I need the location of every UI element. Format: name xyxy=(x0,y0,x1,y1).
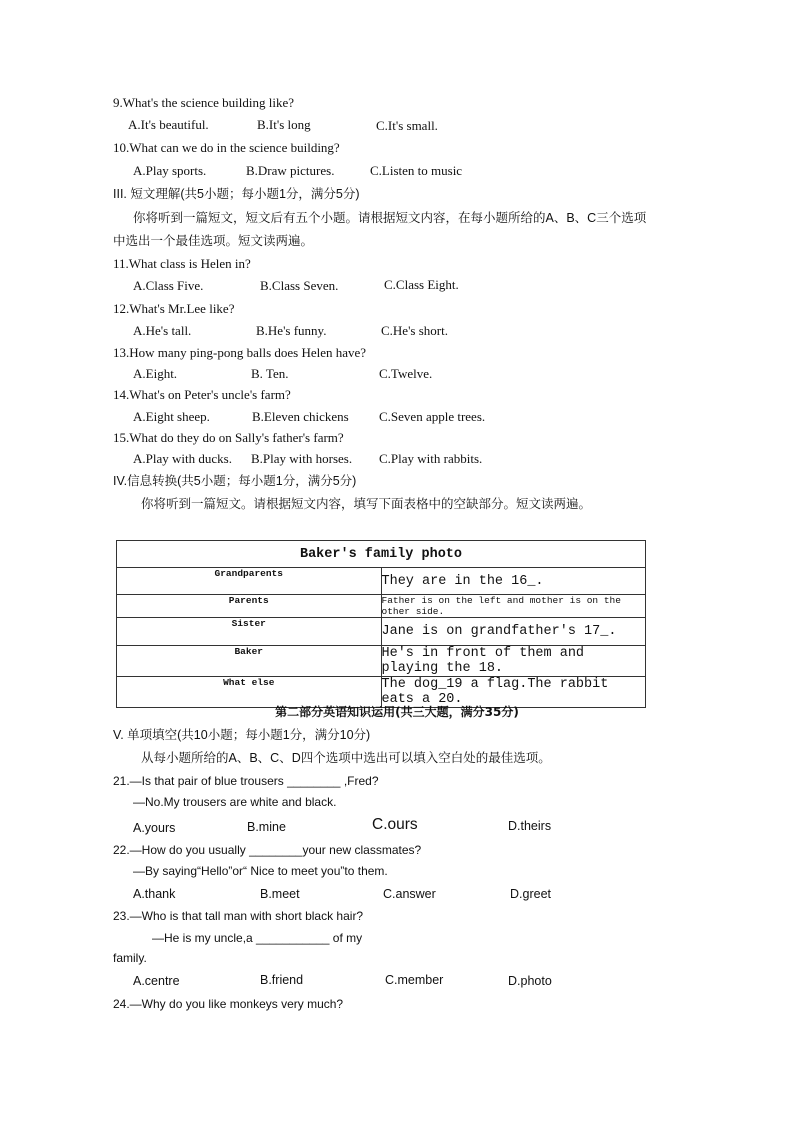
question-22-option-b: B.meet xyxy=(260,887,300,901)
question-11-option-a: A.Class Five. xyxy=(133,278,204,293)
question-21-option-b: B.mine xyxy=(247,820,286,834)
question-22-option-c: C.answer xyxy=(383,887,436,901)
row-value: Father is on the left and mother is on the other side. xyxy=(381,595,646,618)
question-10-option-a: A.Play sports. xyxy=(133,163,207,178)
question-10-stem: 10.What can we do in the science building? xyxy=(113,140,340,155)
question-23-reply-wrap: family. xyxy=(113,951,147,965)
question-22-option-d: D.greet xyxy=(510,887,551,901)
question-9-option-b: B.It's long xyxy=(257,117,311,132)
question-22-reply: —By saying“Hello”or“ Nice to meet you”to them. xyxy=(133,864,388,878)
question-15-option-a: A.Play with ducks. xyxy=(133,451,232,466)
question-13-option-b: B. Ten. xyxy=(251,366,289,381)
question-13-option-a: A.Eight. xyxy=(133,366,178,381)
row-label: What else xyxy=(117,677,382,708)
family-photo-table xyxy=(116,540,646,708)
question-12-stem: 12.What's Mr.Lee like? xyxy=(113,301,235,316)
question-14-option-b: B.Eleven chickens xyxy=(252,409,349,424)
question-24-stem: 24.—Why do you like monkeys very much? xyxy=(113,997,344,1011)
section-5-instruction: 从每小题所给的A、B、C、D四个选项中选出可以填入空白处的最佳选项。 xyxy=(141,751,551,765)
table-row xyxy=(117,618,646,646)
section-3-instruction-cont: 中选出一个最佳选项。短文读两遍。 xyxy=(113,234,314,248)
question-9-option-a: A.It's beautiful. xyxy=(128,117,209,132)
question-9-option-c: C.It's small. xyxy=(376,118,438,133)
question-22-option-a: A.thank xyxy=(133,887,176,901)
question-22-stem: 22.—How do you usually ________your new classmates? xyxy=(113,843,422,857)
section-3-title: III. 短文理解(共5小题；每小题1分，满分5分) xyxy=(113,187,360,201)
question-12-option-b: B.He's funny. xyxy=(256,323,327,338)
section-3-instruction: 你将听到一篇短文，短文后有五个小题。请根据短文内容，在每小题所给的A、B、C三个选项 xyxy=(133,211,647,225)
question-23-option-b: B.friend xyxy=(260,973,304,987)
section-5-title: V. 单项填空(共10小题；每小题1分，满分10分) xyxy=(113,728,371,742)
question-23-reply: —He is my uncle,a ___________ of my xyxy=(152,931,363,945)
row-value: Jane is on grandfather's 17_. xyxy=(381,618,646,646)
question-23-stem: 23.—Who is that tall man with short black hair? xyxy=(113,909,364,923)
question-11-option-b: B.Class Seven. xyxy=(260,278,339,293)
question-23-option-c: C.member xyxy=(385,973,444,987)
question-9-stem: 9.What's the science building like? xyxy=(113,95,295,110)
question-14-stem: 14.What's on Peter's uncle's farm? xyxy=(113,387,291,402)
table-title: Baker's family photo xyxy=(117,541,646,568)
row-value: They are in the 16_. xyxy=(381,568,646,595)
question-12-option-c: C.He's short. xyxy=(381,323,448,338)
row-value: The dog_19 a flag.The rabbit eats a 20. xyxy=(381,677,646,708)
row-label: Sister xyxy=(117,618,382,646)
question-21-option-a: A.yours xyxy=(133,821,176,835)
question-12-option-a: A.He's tall. xyxy=(133,323,192,338)
question-11-option-c: C.Class Eight. xyxy=(384,277,459,292)
question-11-stem: 11.What class is Helen in? xyxy=(113,256,251,271)
question-13-stem: 13.How many ping-pong balls does Helen have? xyxy=(113,345,367,360)
question-21-reply: —No.My trousers are white and black. xyxy=(133,795,337,809)
row-value: He's in front of them and playing the 18. xyxy=(381,646,646,677)
section-4-title: IV.信息转换(共5小题；每小题1分，满分5分) xyxy=(113,474,357,488)
table-row xyxy=(117,646,646,677)
question-23-option-d: D.photo xyxy=(508,974,552,988)
question-21-option-d: D.theirs xyxy=(508,819,552,833)
table-row xyxy=(117,595,646,618)
question-23-option-a: A.centre xyxy=(133,974,180,988)
question-15-stem: 15.What do they do on Sally's father's farm? xyxy=(113,430,344,445)
question-14-option-c: C.Seven apple trees. xyxy=(379,409,486,424)
row-label: Grandparents xyxy=(117,568,382,595)
row-label: Parents xyxy=(117,595,382,618)
table-row xyxy=(117,568,646,595)
row-label: Baker xyxy=(117,646,382,677)
section-4-instruction: 你将听到一篇短文。请根据短文内容，填写下面表格中的空缺部分。短文读两遍。 xyxy=(141,497,592,511)
question-15-option-c: C.Play with rabbits. xyxy=(379,451,483,466)
question-13-option-c: C.Twelve. xyxy=(379,366,433,381)
question-21-stem: 21.—Is that pair of blue trousers ________ ,Fred? xyxy=(113,774,379,788)
question-21-option-c: C.ours xyxy=(372,816,418,833)
question-15-option-b: B.Play with horses. xyxy=(251,451,353,466)
part-2-heading: 第二部分英语知识运用(共三大题，满分35分) xyxy=(275,705,519,719)
question-14-option-a: A.Eight sheep. xyxy=(133,409,210,424)
question-10-option-c: C.Listen to music xyxy=(370,163,463,178)
question-10-option-b: B.Draw pictures. xyxy=(246,163,335,178)
